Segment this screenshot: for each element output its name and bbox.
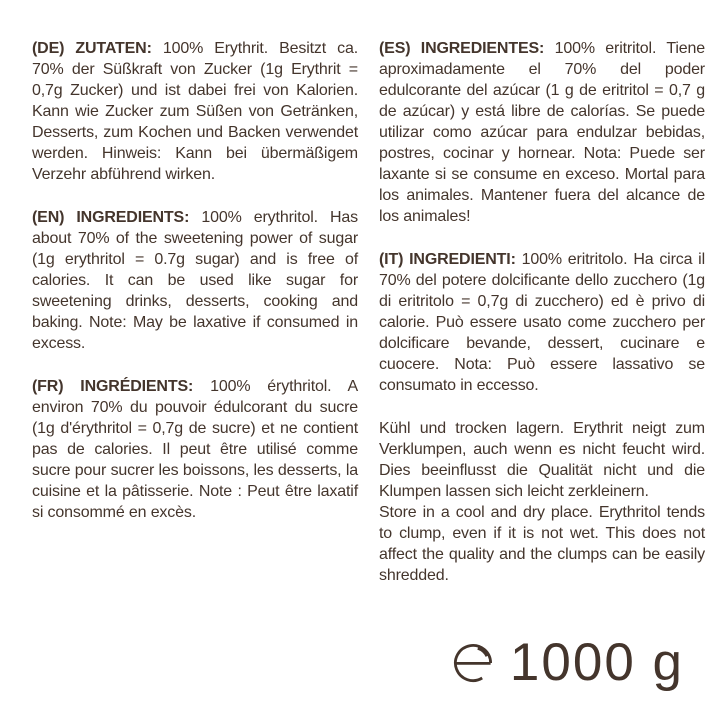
ingredients-heading-fr: (FR) INGRÉDIENTS: <box>32 378 194 395</box>
ingredients-paragraph-fr <box>32 376 358 523</box>
ingredients-paragraph-es <box>379 38 705 227</box>
ingredients-heading-de: (DE) ZUTATEN: <box>32 40 152 57</box>
ingredients-body-it: 100% eritritolo. Ha circa il 70% del potere dolcificante dello zucchero (1g di eritritolo = 0,7g di zucchero) ed è privo di calorie. Può essere usato come zucchero per dolcificare bevande, dessert, cucinare e cuocere. Nota: Può essere lassativo se consumato in eccesso. <box>379 251 705 394</box>
ingredients-body-en: 100% erythritol. Has about 70% of the sweetening power of sugar (1g erythritol = 0.7g sugar) and is free of calories. It can be used like sugar for sweetening drinks, desserts, cooking and baking. Note: May be laxative if consumed in excess. <box>32 209 358 352</box>
left-column <box>32 38 358 608</box>
ingredients-heading-it: (IT) INGREDIENTI: <box>379 251 516 268</box>
net-quantity-amount: 1000 g <box>509 633 684 692</box>
storage-note-paragraph <box>379 418 705 586</box>
ingredients-body-es: 100% eritritol. Tiene aproximadamente el 70% del poder edulcorante del azúcar (1 g de eritritol = 0,7 g de azúcar) y está libre de calorías. Se puede utilizar como azúcar para endulzar bebidas, postres, cocinar y hornear. Nota: Puede ser laxante si se consume en exceso. Mortal para los animales. Mantener fuera del alcance de los animales! <box>379 40 706 225</box>
ingredients-body-fr: 100% érythritol. A environ 70% du pouvoir édulcorant du sucre (1g d'érythritol = 0,7g de sucre) et ne contient pas de calories. Il peut être utilisé comme sucre pour sucrer les boissons, les desserts, la cuisine et la pâtisserie. Note : Peut être laxatif si consommé en excès. <box>32 378 358 521</box>
ingredients-paragraph-de <box>32 38 358 185</box>
storage-note-de: Kühl und trocken lagern. Erythrit neigt zum Verklumpen, auch wenn es nicht feucht wird. Dies beeinflusst die Qualität nicht und die Klumpen lassen sich leicht zerkleinern. <box>379 420 705 500</box>
ingredients-heading-es: (ES) INGREDIENTES: <box>379 40 545 57</box>
net-quantity <box>453 633 684 692</box>
estimated-sign-icon <box>453 643 493 683</box>
storage-note-en: Store in a cool and dry place. Erythritol tends to clump, even if it is not wet. This does not affect the quality and the clumps can be easily shredded. <box>379 504 705 584</box>
right-column <box>379 38 705 608</box>
ingredients-heading-en: (EN) INGREDIENTS: <box>32 209 190 226</box>
ingredients-paragraph-en <box>32 207 358 354</box>
ingredients-body-de: 100% Erythrit. Besitzt ca. 70% der Süßkraft von Zucker (1g Erythrit = 0,7g Zucker) und ist dabei frei von Kalorien. Kann wie Zucker zum Süßen von Getränken, Desserts, zum Kochen und Backen verwendet werden. Hinweis: Kann bei übermäßigem Verzehr abführend wirken. <box>32 40 358 183</box>
ingredients-paragraph-it <box>379 249 705 396</box>
